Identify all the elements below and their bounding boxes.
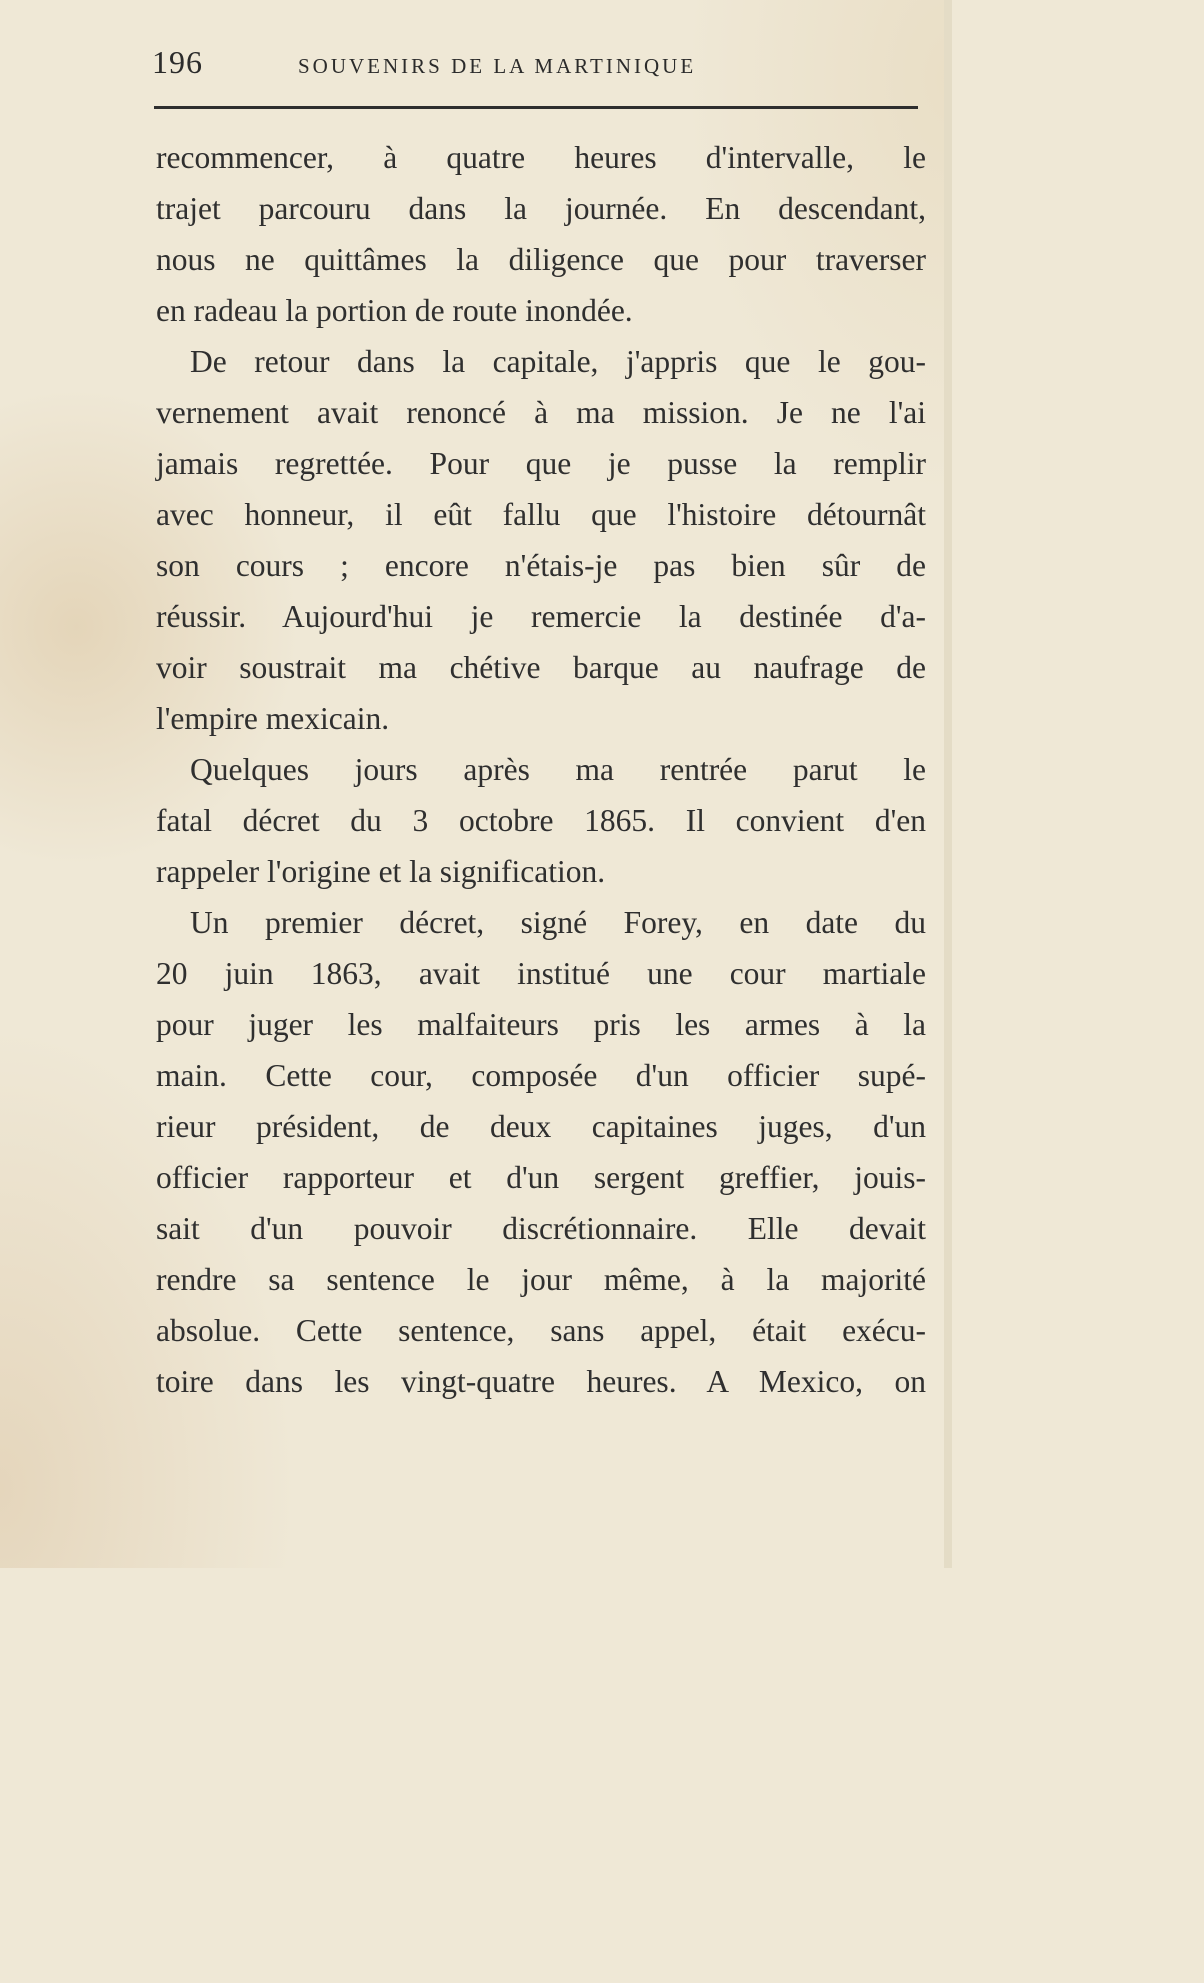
- text-line: en radeau la portion de route inondée.: [156, 293, 633, 328]
- text-line: rendre sa sentence le jour même, à la majorité: [156, 1262, 926, 1297]
- page-header: [152, 44, 918, 90]
- text-line: main. Cette cour, composée d'un officier supé-: [156, 1058, 926, 1093]
- text-line: fatal décret du 3 octobre 1865. Il convient d'en: [156, 803, 926, 838]
- running-title: SOUVENIRS DE LA MARTINIQUE: [298, 54, 697, 78]
- text-line: recommencer, à quatre heures d'intervalle, le: [156, 140, 926, 175]
- text-line: avec honneur, il eût fallu que l'histoire détournât: [156, 497, 926, 532]
- text-line: son cours ; encore n'étais-je pas bien sûr de: [156, 548, 926, 583]
- text-line: Quelques jours après ma rentrée parut le: [190, 752, 926, 787]
- text-line: officier rapporteur et d'un sergent greffier, jouis-: [156, 1160, 926, 1195]
- text-line: 20 juin 1863, avait institué une cour martiale: [156, 956, 926, 991]
- text-line: l'empire mexicain.: [156, 701, 390, 736]
- text-line: absolue. Cette sentence, sans appel, était exécu-: [156, 1313, 926, 1348]
- text-line: voir soustrait ma chétive barque au naufrage de: [156, 650, 926, 685]
- text-line: rappeler l'origine et la signification.: [156, 854, 606, 889]
- text-line: pour juger les malfaiteurs pris les armes à la: [156, 1007, 926, 1042]
- text-line: trajet parcouru dans la journée. En descendant,: [156, 191, 926, 226]
- page-number: 196: [152, 44, 203, 80]
- text-line: De retour dans la capitale, j'appris que le gou-: [190, 344, 926, 379]
- text-line: sait d'un pouvoir discrétionnaire. Elle devait: [156, 1211, 926, 1246]
- text-line: jamais regrettée. Pour que je pusse la remplir: [156, 446, 926, 481]
- text-line: toire dans les vingt-quatre heures. A Mexico, on: [156, 1364, 926, 1399]
- text-line: vernement avait renoncé à ma mission. Je ne l'ai: [156, 395, 926, 430]
- text-line: nous ne quittâmes la diligence que pour traverser: [156, 242, 926, 277]
- text-line: Un premier décret, signé Forey, en date du: [190, 905, 926, 940]
- body-text: [156, 132, 926, 1407]
- text-line: rieur président, de deux capitaines juges, d'un: [156, 1109, 926, 1144]
- header-rule: [154, 106, 918, 109]
- text-line: réussir. Aujourd'hui je remercie la destinée d'a-: [156, 599, 926, 634]
